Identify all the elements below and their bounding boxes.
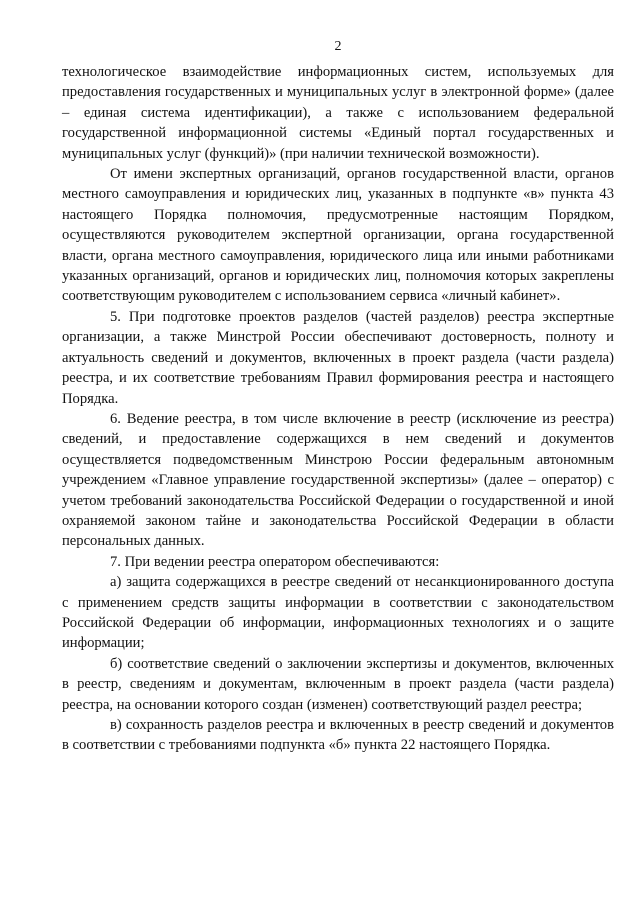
document-body [62,62,614,756]
paragraph-item-7b: б) соответствие сведений о заключении экспертизы и документов, включенных в реестр, сведениям и документам, включенным в проект раздела (части раздела) реестра, на основании которого создан (изменен) соответствующий раздел реестра; [62,655,614,713]
paragraph-item-7: 7. При ведении реестра оператором обеспечиваются: [110,553,440,570]
paragraph-authority: От имени экспертных организаций, органов государственной власти, органов местного самоуправления и юридических лиц, указанных в подпункте «в» пункта 43 настоящего Порядка полномочия, предусмотренные настоящим Порядком, осуществляются руководителем экспертной организации, органа государственной власти, органа местного самоуправления, юридического лица или иными работниками указанных организаций, органов и юридических лиц, полномочия которых закреплены соответствующим руководителем с использованием сервиса «личный кабинет». [62,166,614,305]
paragraph-item-7a: а) защита содержащихся в реестре сведений от несанкционированного доступа с применением средств защиты информации в соответствии с законодательством Российской Федерации об информации, информационных технологиях и о защите информации; [62,574,614,652]
paragraph-item-6: 6. Ведение реестра, в том числе включение в реестр (исключение из реестра) сведений, и предоставление содержащихся в нем сведений и документов осуществляется подведомственным Минстрою России федеральным автономным учреждением «Главное управление государственной экспертизы» (далее – оператор) с учетом требований законодательства Российской Федерации о государственной и иной охраняемой законом тайне и законодательства Российской Федерации в области персональных данных. [62,410,614,550]
paragraph-item-7c: в) сохранность разделов реестра и включенных в реестр сведений и документов в соответствии с требованиями подпункта «б» пункта 22 настоящего Порядка. [62,717,614,754]
paragraph-item-5: 5. При подготовке проектов разделов (частей разделов) реестра экспертные организации, а также Минстрой России обеспечивают достоверность, полноту и актуальность сведений и документов, включенных в проект раздела (части раздела) реестра, и их соответствие требованиям Правил формирования реестра и настоящего Порядка. [62,308,614,407]
paragraph-intro-continuation: технологическое взаимодействие информационных систем, используемых для предоставления государственных и муниципальных услуг в электронной форме» (далее – единая система идентификации), а также с использованием федеральной государственной информационной системы «Единый портал государственных и муниципальных услуг (функций)» (при наличии технической возможности). [62,64,614,162]
page-number: 2 [334,39,342,54]
